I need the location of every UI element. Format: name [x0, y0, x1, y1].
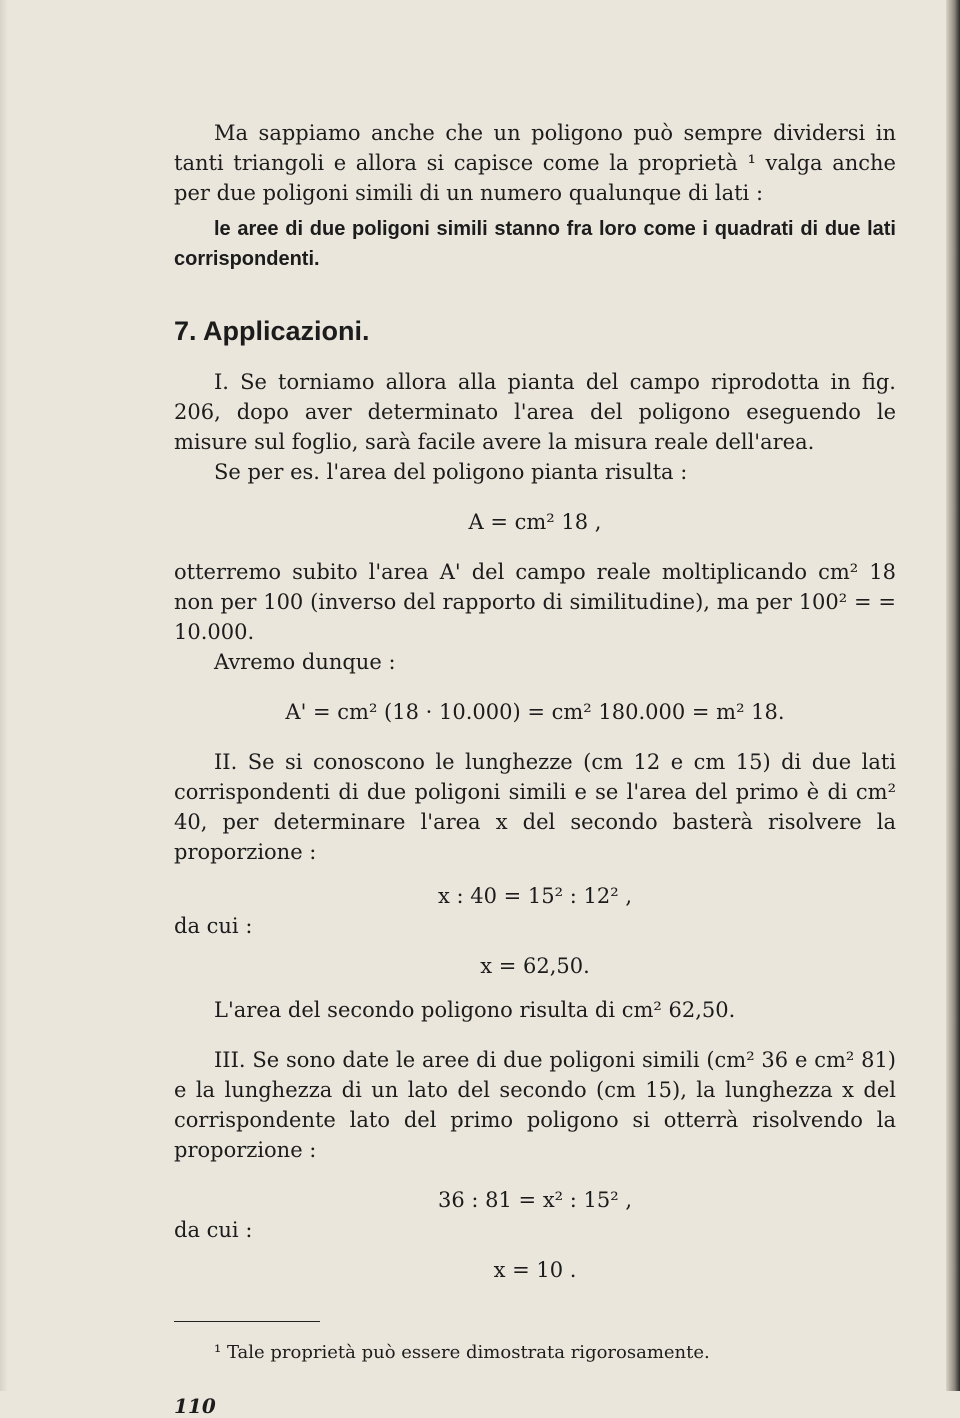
application-1-text-4: Avremo dunque : — [214, 650, 396, 674]
footnote: ¹ Tale proprietà può essere dimostrata rigorosamente. — [214, 1342, 710, 1363]
theorem-statement: le aree di due poligoni simili stanno fra loro come i quadrati di due lati corrispondenti. — [174, 218, 896, 270]
da-cui-label-2: da cui : — [174, 914, 253, 938]
application-2-text: II. Se si conoscono le lunghezze (cm 12 e cm 15) di due lati corrispondenti di due poligoni simili e se l'area del primo è di cm² 40, per determinare l'area x del secondo basterà risolvere la proporzione : — [174, 750, 896, 864]
formula-result-2: x = 62,50. — [480, 954, 590, 978]
page-edge-left — [0, 0, 8, 1391]
footnote-divider — [174, 1321, 320, 1322]
formula-area-plan: A = cm² 18 , — [468, 510, 602, 534]
formula-result-3: x = 10 . — [493, 1258, 577, 1282]
page-edge-right — [946, 0, 960, 1391]
application-3-text: III. Se sono date le aree di due poligoni simili (cm² 36 e cm² 81) e la lunghezza di un lato del secondo (cm 15), la lunghezza x del corrispondente lato del primo poligono si otterrà risolvendo la proporzione : — [174, 1048, 896, 1162]
intro-paragraph: Ma sappiamo anche che un poligono può sempre dividersi in tanti triangoli e allora si capisce come la proprietà ¹ valga anche per due poligoni simili di un numero qualunque di lati : — [174, 121, 896, 205]
application-1-text-2: Se per es. l'area del poligono pianta risulta : — [214, 460, 688, 484]
formula-proportion-2: x : 40 = 15² : 12² , — [438, 884, 632, 908]
formula-area-real: A' = cm² (18 · 10.000) = cm² 180.000 = m² 18. — [285, 700, 785, 724]
section-heading: 7. Applicazioni. — [174, 316, 370, 346]
page-content — [174, 118, 896, 1418]
da-cui-label-3: da cui : — [174, 1218, 253, 1242]
application-1-text-3: otterremo subito l'area A' del campo reale moltiplicando cm² 18 non per 100 (inverso del rapporto di similitudine), ma per 100² = = 10.000. — [174, 560, 896, 644]
application-1-text: I. Se torniamo allora alla pianta del campo riprodotta in fig. 206, dopo aver determinato l'area del poligono eseguendo le misure sul foglio, sarà facile avere la misura reale dell'area. — [174, 370, 896, 454]
application-2-text-2: L'area del secondo poligono risulta di cm² 62,50. — [214, 998, 736, 1022]
formula-proportion-3: 36 : 81 = x² : 15² , — [438, 1188, 632, 1212]
page-number: 110 — [174, 1394, 216, 1418]
